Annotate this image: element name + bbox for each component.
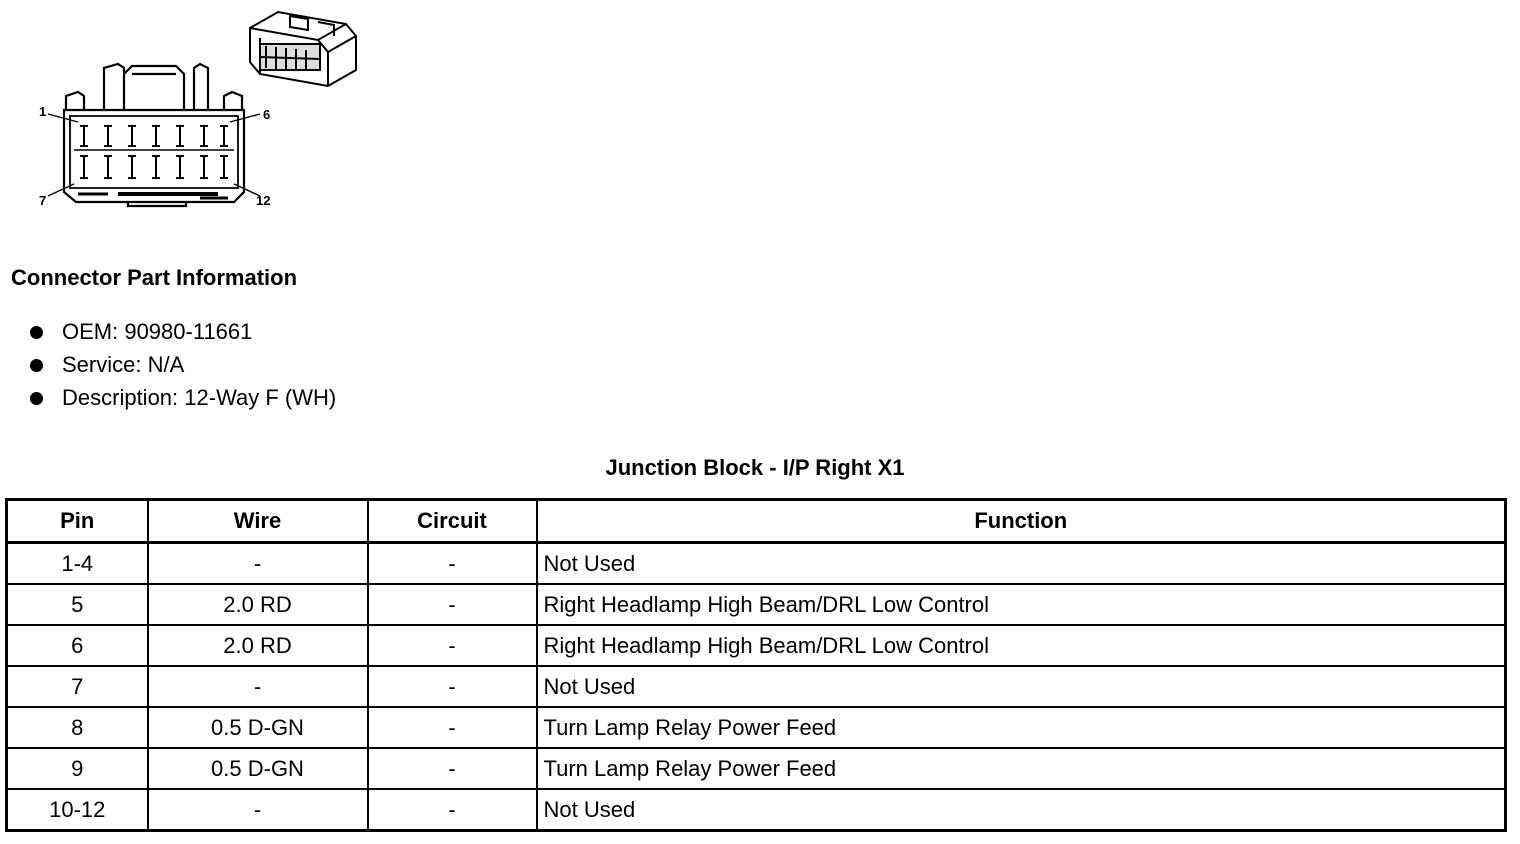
cell-circuit: - xyxy=(368,625,537,666)
pin-label-top-left: 1 xyxy=(39,104,47,119)
pin-label-top-right: 6 xyxy=(263,107,271,122)
cell-wire: 2.0 RD xyxy=(148,584,368,625)
cell-wire: - xyxy=(148,789,368,831)
cell-circuit: - xyxy=(368,666,537,707)
pin-cavities xyxy=(74,126,234,178)
table-row xyxy=(7,707,1506,748)
cell-wire: - xyxy=(148,666,368,707)
cell-pin: 6 xyxy=(7,625,148,666)
cell-circuit: - xyxy=(368,707,537,748)
table-row xyxy=(7,666,1506,707)
header-circuit: Circuit xyxy=(368,500,537,543)
connector-diagram xyxy=(28,2,368,214)
cell-function: Right Headlamp High Beam/DRL Low Control xyxy=(537,584,1506,625)
table-row xyxy=(7,789,1506,831)
connector-isometric-view xyxy=(250,12,356,86)
connector-face xyxy=(64,64,244,206)
bullet-icon xyxy=(30,359,43,372)
table-row xyxy=(7,625,1506,666)
part-info-service-text: Service: N/A xyxy=(62,352,185,377)
cell-function: Turn Lamp Relay Power Feed xyxy=(537,748,1506,789)
part-info-list xyxy=(30,317,336,416)
part-info-item-description xyxy=(30,383,336,416)
bullet-icon xyxy=(30,326,43,339)
table-row xyxy=(7,543,1506,585)
part-info-description-text: Description: 12-Way F (WH) xyxy=(62,385,337,410)
cell-function: Turn Lamp Relay Power Feed xyxy=(537,707,1506,748)
cell-wire: 2.0 RD xyxy=(148,625,368,666)
bullet-icon xyxy=(30,392,43,405)
cell-circuit: - xyxy=(368,748,537,789)
table-row xyxy=(7,584,1506,625)
cell-pin: 5 xyxy=(7,584,148,625)
part-info-title: Connector Part Information xyxy=(11,265,298,290)
cell-function: Not Used xyxy=(537,666,1506,707)
connector-face-drawing xyxy=(28,2,368,214)
part-info-oem-text: OEM: 90980-11661 xyxy=(62,319,253,344)
cell-wire: - xyxy=(148,543,368,585)
cell-circuit: - xyxy=(368,789,537,831)
cell-wire: 0.5 D-GN xyxy=(148,707,368,748)
cell-circuit: - xyxy=(368,543,537,585)
table-caption: Junction Block - I/P Right X1 xyxy=(605,455,905,480)
part-info-item-oem xyxy=(30,317,336,350)
table-header-row xyxy=(7,500,1506,543)
cell-pin: 10-12 xyxy=(7,789,148,831)
cell-circuit: - xyxy=(368,584,537,625)
table-row xyxy=(7,748,1506,789)
cell-pin: 1-4 xyxy=(7,543,148,585)
part-info-item-service xyxy=(30,350,336,383)
header-function: Function xyxy=(537,500,1506,543)
cell-function: Not Used xyxy=(537,543,1506,585)
pin-label-bottom-left: 7 xyxy=(39,193,47,208)
cell-function: Not Used xyxy=(537,789,1506,831)
cell-pin: 7 xyxy=(7,666,148,707)
header-wire: Wire xyxy=(148,500,368,543)
pinout-table xyxy=(5,498,1507,832)
cell-pin: 9 xyxy=(7,748,148,789)
cell-wire: 0.5 D-GN xyxy=(148,748,368,789)
header-pin: Pin xyxy=(7,500,148,543)
pin-label-bottom-right: 12 xyxy=(256,193,271,208)
cell-pin: 8 xyxy=(7,707,148,748)
cell-function: Right Headlamp High Beam/DRL Low Control xyxy=(537,625,1506,666)
